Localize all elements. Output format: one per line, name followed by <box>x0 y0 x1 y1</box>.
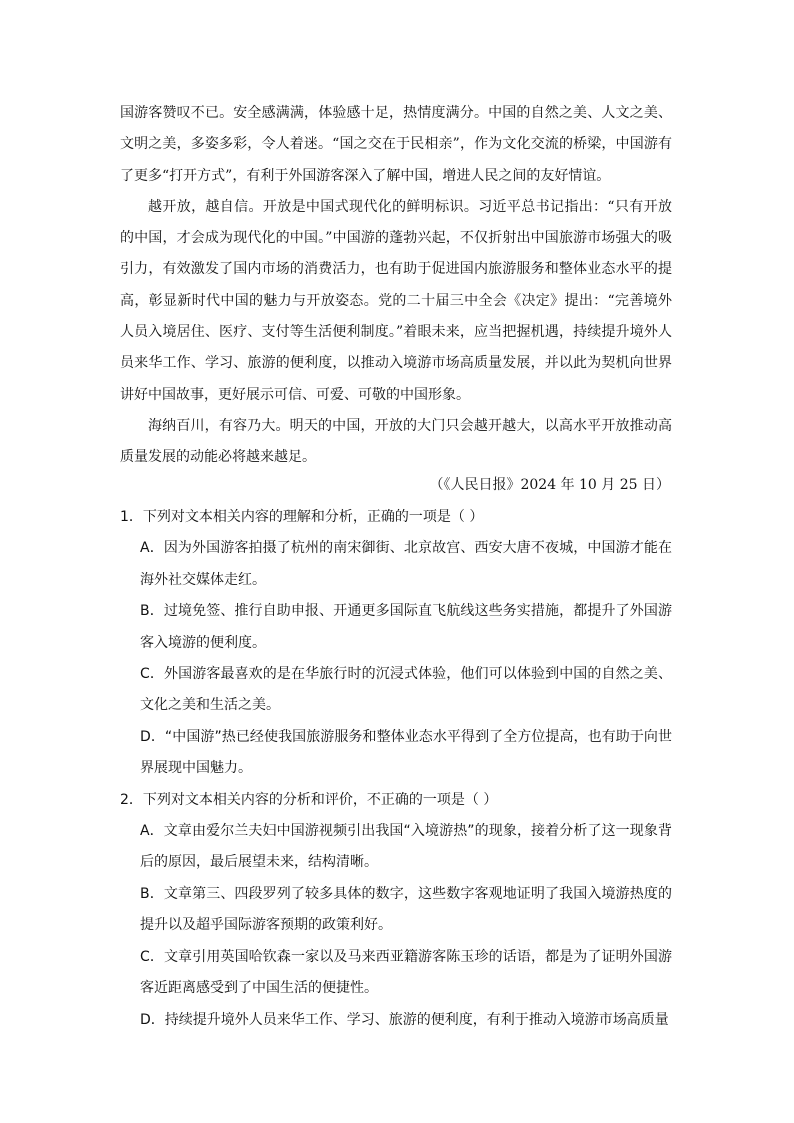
question-1-option-d: D．“中国游”热已经使我国旅游服务和整体业态水平得到了全方位提高，也有助于向世界展现中国魅力。 <box>140 728 672 777</box>
question-2-option-a: A．文章由爱尔兰夫妇中国游视频引出我国“入境游热”的现象，接着分析了这一现象背后的原因，最后展望未来，结构清晰。 <box>140 823 672 871</box>
question-1 <box>120 502 672 785</box>
passage-paragraph-3: 海纳百川，有容乃大。明天的中国，开放的大门只会越开越大，以高水平开放推动高质量发展的动能必将越来越足。 <box>120 417 672 466</box>
question-1-option-a: A．因为外国游客拍摄了杭州的南宋御街、北京故宫、西安大唐不夜城，中国游才能在海外社交媒体走红。 <box>140 540 672 588</box>
question-2-option-c: C．文章引用英国哈钦森一家以及马来西亚籍游客陈玉珍的话语，都是为了证明外国游客近距离感受到了中国生活的便捷性。 <box>140 948 672 997</box>
passage-paragraph-2: 越开放，越自信。开放是中国式现代化的鲜明标识。习近平总书记指出：“只有开放的中国，才会成为现代化的中国。”中国游的蓬勃兴起，不仅折射出中国旅游市场强大的吸引力，有效激发了国内市场的消费活力，也有助于促进国内旅游服务和整体业态水平的提高，彰显新时代中国的魅力与开放姿态。党的二十届三中全会《决定》提出：“完善境外人员入境居住、医疗、支付等生活便利制度。”着眼未来，应当把握机遇，持续提升境外人员来华工作、学习、旅游的便利度，以推动入境游市场高质量发展，并以此为契机向世界讲好中国故事，更好展示可信、可爱、可敬的中国形象。 <box>120 198 672 403</box>
question-list <box>120 502 672 1036</box>
question-1-option-b: B．过境免签、推行自助申报、开通更多国际直飞航线这些务实措施，都提升了外国游客入境游的便利度。 <box>140 603 672 651</box>
question-2-option-d: D．持续提升境外人员来华工作、学习、旅游的便利度，有利于推动入境游市场高质量 <box>140 1011 669 1028</box>
passage-source: （《人民日报》2024 年 10 月 25 日） <box>429 477 670 493</box>
question-2-stem: 2．下列对文本相关内容的分析和评价，不正确的一项是（ ） <box>120 791 498 808</box>
passage-paragraph-1: 国游客赞叹不已。安全感满满，体验感十足，热情度满分。中国的自然之美、人文之美、文明之美，多姿多彩，令人着迷。“国之交在于民相亲”，作为文化交流的桥梁，中国游有了更多“打开方式”，有利于外国游客深入了解中国，增进人民之间的友好情谊。 <box>120 105 672 184</box>
question-1-option-c: C．外国游客最喜欢的是在华旅行时的沉浸式体验，他们可以体验到中国的自然之美、文化之美和生活之美。 <box>140 666 672 714</box>
question-1-stem: 1．下列对文本相关内容的理解和分析，正确的一项是（ ） <box>120 509 484 525</box>
question-2-option-b: B．文章第三、四段罗列了较多具体的数字，这些数字客观地证明了我国入境游热度的提升以及超乎国际游客预期的政策利好。 <box>140 885 672 934</box>
question-2 <box>120 785 672 1036</box>
reading-passage <box>120 98 672 474</box>
